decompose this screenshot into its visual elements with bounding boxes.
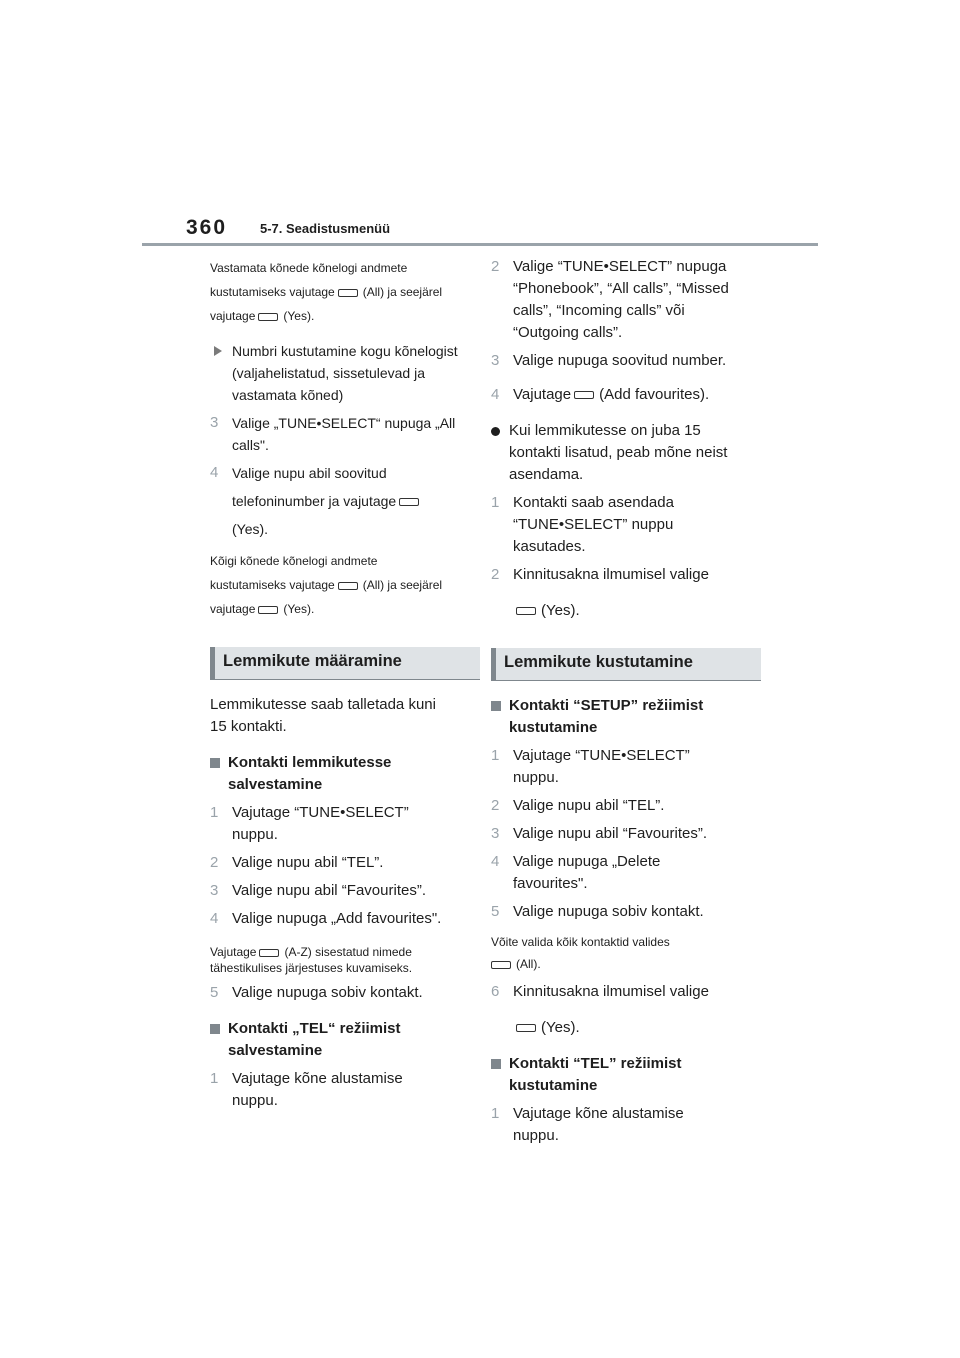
all-calls-note: Kõigi kõnede kõnelogi andmete kustutamiseks vajutage (All) ja seejärel vajutage (Yes). bbox=[210, 554, 443, 616]
subheading: Kontakti “TEL” režiimist kustutamine bbox=[491, 1053, 761, 1097]
step-2: 2 Valige “TUNE•SELECT” nupuga “Phonebook”, “All calls”, “Missed calls”, “Incoming calls” või “Outgoing calls”. bbox=[491, 258, 729, 341]
button-icon bbox=[574, 391, 594, 399]
step-4-cont: telefoninumber ja vajutage bbox=[210, 490, 480, 512]
square-bullet-icon bbox=[491, 701, 501, 711]
intro-paragraph: Lemmikutesse saab talletada kuni 15 kontakti. bbox=[210, 696, 436, 735]
triangle-arrow-icon bbox=[214, 346, 222, 356]
step-4-cont2: (Yes). bbox=[232, 521, 269, 537]
missed-calls-note: Vastamata kõnede kõnelogi andmete kustutamiseks vajutage (All) ja seejärel vajutage (Yes). bbox=[210, 261, 443, 323]
button-icon bbox=[516, 607, 536, 615]
section-title: Lemmikute määramine bbox=[223, 652, 402, 670]
all-note: Võite valida kõik kontaktid valides (All). bbox=[491, 935, 670, 971]
step-5: 5 Valige nupuga sobiv kontakt. bbox=[210, 984, 423, 1001]
button-icon bbox=[491, 961, 511, 969]
step-1: 1 Vajutage “TUNE•SELECT” nuppu. bbox=[210, 804, 409, 843]
subheading: Kontakti lemmikutesse salvestamine bbox=[210, 752, 480, 796]
yes-line: (Yes). bbox=[491, 600, 761, 622]
step-4: 4 Vajutage (Add favourites). bbox=[491, 386, 710, 403]
step-3: 3 Valige nupu abil “Favourites”. bbox=[491, 825, 707, 842]
button-icon bbox=[338, 582, 358, 590]
right-column bbox=[491, 256, 761, 1147]
bullet-item: Kui lemmikutesse on juba 15 kontakti lisatud, peab mõne neist asendama. bbox=[491, 420, 761, 486]
step-4: 4 Valige nupu abil soovitud bbox=[210, 464, 387, 481]
chapter-title: 5-7. Seadistusmenüü bbox=[260, 221, 391, 236]
step-2: 2 Kinnitusakna ilmumisel valige bbox=[491, 566, 709, 583]
step-1: 1 Vajutage “TUNE•SELECT” nuppu. bbox=[491, 747, 690, 786]
step-1: 1 Kontakti saab asendada “TUNE•SELECT” nuppu kasutades. bbox=[491, 494, 674, 555]
page-number: 360 bbox=[186, 216, 228, 239]
subheading: Kontakti “SETUP” režiimist kustutamine bbox=[491, 695, 761, 739]
header-rule bbox=[142, 243, 818, 246]
step-4: 4 Valige nupuga „Delete favourites". bbox=[491, 853, 661, 892]
section-header bbox=[210, 647, 480, 680]
square-bullet-icon bbox=[210, 1024, 220, 1034]
left-column bbox=[210, 256, 480, 1112]
button-icon bbox=[259, 949, 279, 957]
button-icon bbox=[258, 313, 278, 321]
step-1: 1 Vajutage kõne alustamise nuppu. bbox=[491, 1105, 684, 1144]
step-6: 6 Kinnitusakna ilmumisel valige bbox=[491, 983, 709, 1000]
step-3: 3 Valige „TUNE•SELECT“ nupuga „All calls". bbox=[210, 414, 456, 453]
square-bullet-icon bbox=[210, 758, 220, 768]
button-icon bbox=[399, 498, 419, 506]
step-2: 2 Valige nupu abil “TEL”. bbox=[491, 797, 665, 814]
step-3: 3 Valige nupu abil “Favourites”. bbox=[210, 882, 426, 899]
button-icon bbox=[338, 289, 358, 297]
square-bullet-icon bbox=[491, 1059, 501, 1069]
az-note: Vajutage (A-Z) sisestatud nimede tähestikulises järjestuses kuvamiseks. bbox=[210, 945, 413, 975]
step-4: 4 Valige nupuga „Add favourites". bbox=[210, 910, 442, 927]
section-title: Lemmikute kustutamine bbox=[504, 653, 693, 671]
section-header bbox=[491, 648, 761, 681]
step-2: 2 Valige nupu abil “TEL”. bbox=[210, 854, 384, 871]
step-3: 3 Valige nupuga soovitud number. bbox=[491, 352, 727, 369]
step-1: 1 Vajutage kõne alustamise nuppu. bbox=[210, 1070, 403, 1109]
bullet-dot-icon bbox=[491, 427, 500, 436]
button-icon bbox=[258, 606, 278, 614]
arrow-item: Numbri kustutamine kogu kõnelogist (valjahelistatud, sissetulevad ja vastamata kõned) bbox=[210, 340, 480, 406]
subheading: Kontakti „TEL“ režiimist salvestamine bbox=[210, 1018, 480, 1062]
step-5: 5 Valige nupuga sobiv kontakt. bbox=[491, 903, 704, 920]
button-icon bbox=[516, 1024, 536, 1032]
yes-line: (Yes). bbox=[491, 1017, 761, 1039]
